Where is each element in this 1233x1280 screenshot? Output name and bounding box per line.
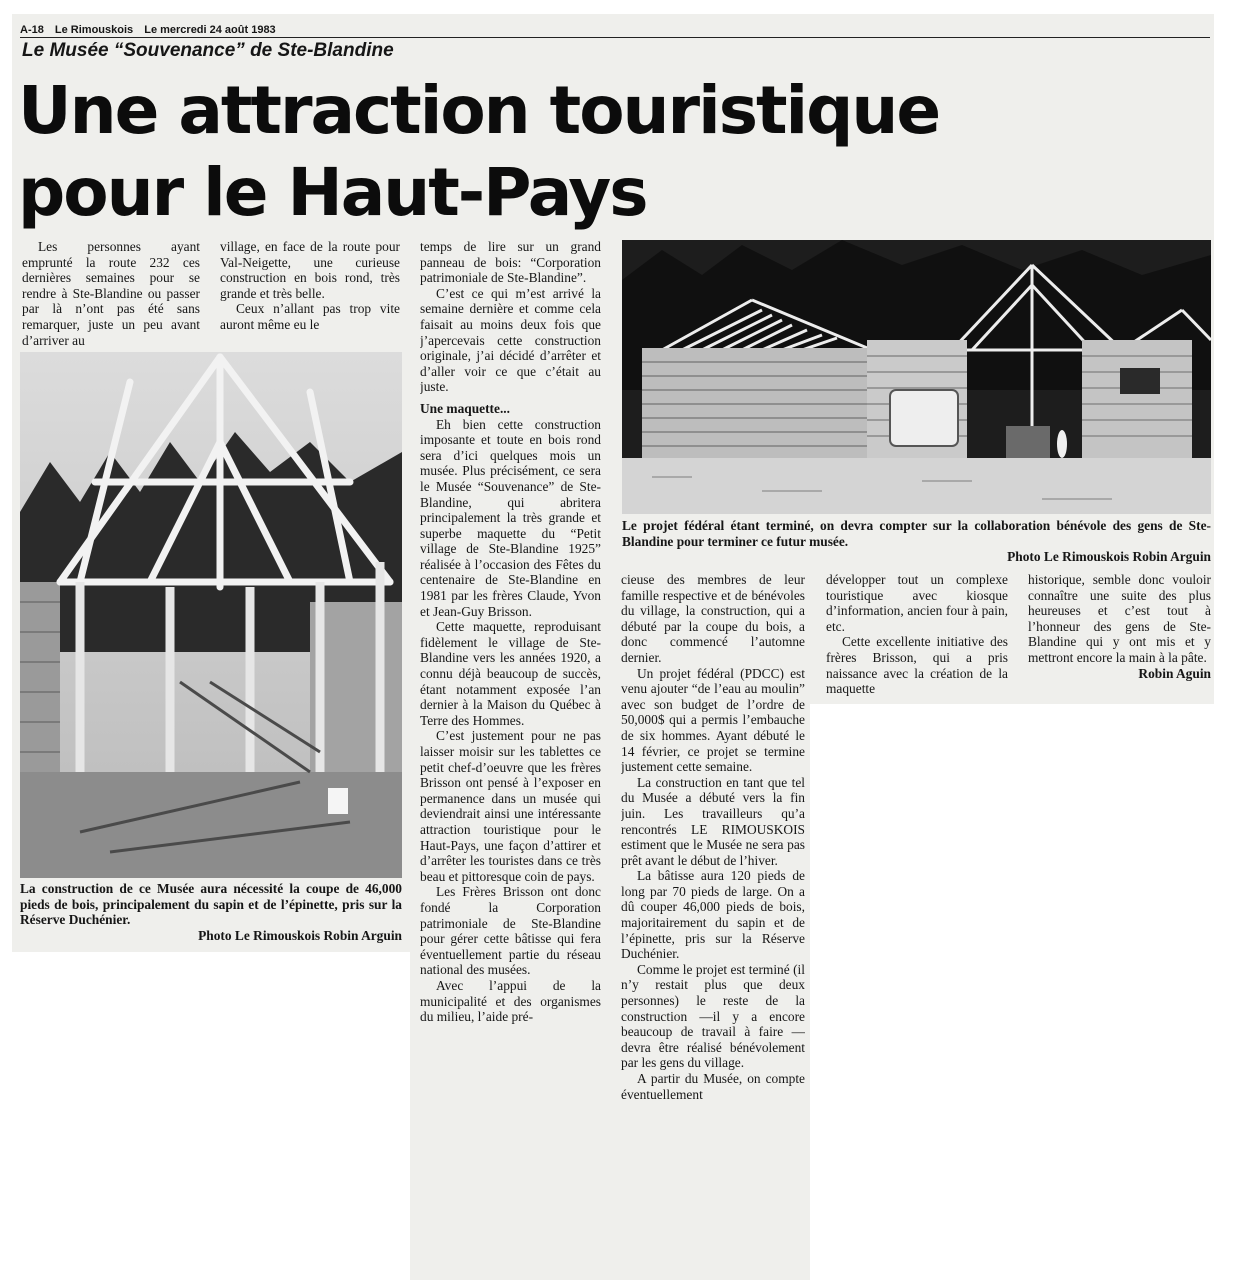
article-column-5 [826,572,1008,702]
article-column-4 [621,572,805,1276]
paragraph: développer tout un complexe touristique avec kiosque d’information, ancien four à pain, etc. [826,572,1008,634]
headline-line-1: Une attraction touristique [18,72,940,149]
photo-credit: Photo Le Rimouskois Robin Arguin [1007,549,1211,565]
paragraph: Un projet fédéral (PDCC) est venu ajouter “de l’eau au moulin” avec son budget de l’ordre de 50,000$ qui a permis l’embauche de six hommes. Ayant débuté le 14 février, ce projet se termine justement cette semaine. [621,665,805,775]
paragraph: historique, semble donc vouloir connaître une suite des plus heureuses et c’est tout à l’honneur des gens de Ste-Blandine qui y ont mis et y mettront encore la main à la pâte. [1028,572,1211,665]
newspaper-name: Le Rimouskois [54,24,134,36]
paragraph: Comme le projet est terminé (il n’y restait plus que deux personnes) le reste de la construction —il y a encore beaucoup de travail à faire —devra être réalisé bénévolement par les gens du village. [621,961,805,1071]
paragraph: Ceux n’allant pas trop vite auront même eu le [220,301,400,332]
paragraph: village, en face de la route pour Val-Neigette, une curieuse construction en bois rond, très grande et très belle. [220,239,400,301]
headline-line-2: pour le Haut-Pays [18,154,647,231]
photo-left-caption [20,881,402,943]
article-column-2 [220,239,400,351]
article-column-6 [1028,572,1211,704]
construction-photo-right [622,240,1211,514]
subheading: Une maquette... [420,400,511,416]
paragraph: Les Frères Brisson ont donc fondé la Corporation patrimoniale de Ste-Blandine pour gérer cette bâtisse qui fera éventuellement partie du réseau national des musées. [420,884,601,978]
page-header [20,24,1210,38]
paragraph: La construction en tant que tel du Musée a débuté vers la fin juin. Les travailleurs qu’a rencontrés LE RIMOUSKOIS estiment que le Musée ne sera pas prêt avant le début de l’hiver. [621,774,805,868]
construction-photo-left [20,352,402,878]
paragraph: Avec l’appui de la municipalité et des organismes du milieu, l’aide pré- [420,977,601,1025]
photo-credit: Photo Le Rimouskois Robin Arguin [198,927,402,943]
paragraph: cieuse des membres de leur famille respective et de bénévoles du village, la construction, qui a débuté par la coupe du bois, a donc commencé l’automne dernier. [621,572,805,665]
caption-text: Le projet fédéral étant terminé, on devra compter sur la collaboration bénévole des gens de Ste-Blandine pour terminer ce futur musée. [622,518,1211,549]
issue-date: Le mercredi 24 août 1983 [144,24,276,36]
paragraph: Cette excellente initiative des frères Brisson, qui a pris naissance avec la création de la maquette [826,634,1008,697]
article-column-3 [420,239,601,1239]
paragraph: A partir du Musée, on compte éventuellement [621,1071,805,1102]
kicker: Le Musée “Souvenance” de Ste-Blandine [22,40,394,61]
paragraph: Eh bien cette construction imposante et toute en bois rond sera d’ici quelques mois un musée. Plus précisément, ce sera le Musée “Souvenance” de Ste-Blandine, qui abritera principalement la très grande et superbe maquette du “Petit village de Ste-Blandine 1925” réalisée à l’occasion des Fêtes du centenaire de Ste-Blandine en 1981 par les frères Claude, Yvon et Jean-Guy Brisson. [420,416,601,619]
paragraph: La bâtisse aura 120 pieds de long par 70 pieds de large. On a dû couper 46,000 pieds de bois, majoritairement du sapin et de l’épinette, pris sur la Réserve Duchénier. [621,868,805,962]
headline [18,70,1018,234]
byline: Robin Aguin [1138,665,1211,681]
paragraph: C’est ce qui m’est arrivé la semaine dernière et comme cela faisait au moins deux fois que j’apercevais cette construction originale, j’ai décidé d’arrêter et d’aller voir ce que c’était au juste. [420,285,601,395]
paragraph: Cette maquette, reproduisant fidèlement le village de Ste-Blandine vers les années 1920, a connu déjà beaucoup de succès, étant notamment exposée l’an dernier à la Maison du Québec à Terre des Hommes. [420,619,601,728]
paragraph: Les personnes ayant emprunté la route 232 ces dernières semaines pour se rendre à Ste-Blandine ou passer par là n’ont pas été sans remarquer, juste un peu avant d’arriver au [22,239,200,348]
paragraph: temps de lire sur un grand panneau de bois: “Corporation patrimoniale de Ste-Blandine”. [420,239,601,286]
caption-text: La construction de ce Musée aura nécessité la coupe de 46,000 pieds de bois, principalement du sapin et de l’épinette, pris sur la Réserve Duchénier. [20,881,402,928]
photo-right-caption [622,518,1211,565]
page-number: A-18 [20,24,44,36]
paragraph: C’est justement pour ne pas laisser moisir sur les tablettes ce petit chef-d’oeuvre que les frères Brisson ont pensé à l’exposer en permanence dans un musée qui deviendrait ainsi une intéressante attraction touristique pour le Haut-Pays, une façon d’attirer et d’arrêter les touristes dans ce très beau et pittoresque coin de pays. [420,728,601,884]
article-column-1 [22,239,200,351]
